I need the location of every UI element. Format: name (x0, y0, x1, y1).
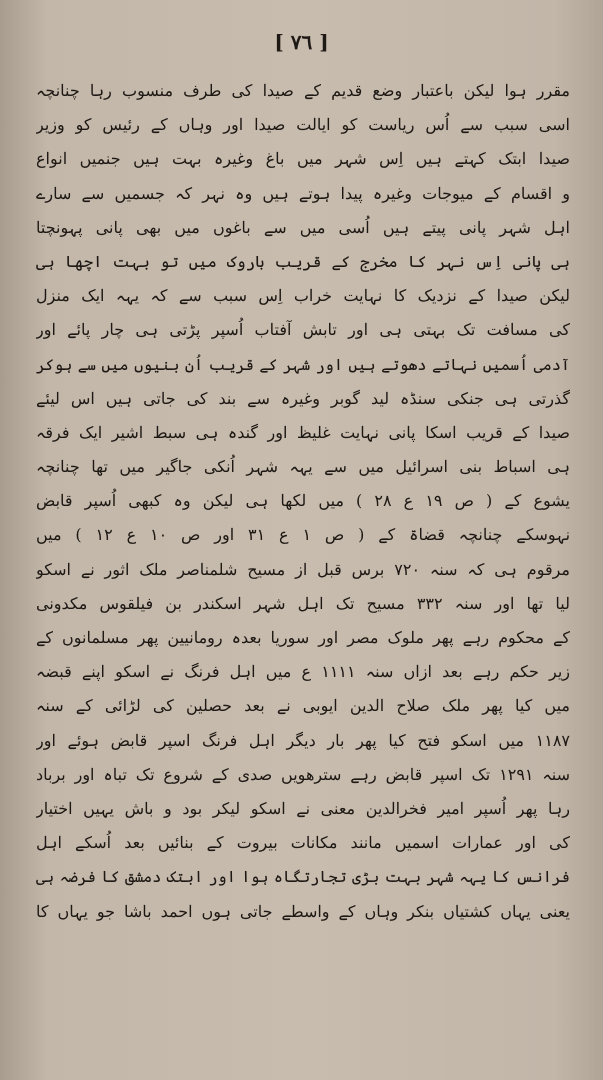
text-line: مرقوم ہی کہ سنہ ٧٢٠ برس قبل از مسیح شلمناصر ملک اثور نے اسکو (36, 559, 570, 579)
text-line: ١١٨٧ میں اسکو فتح کیا پھر بار دیگر اہل فرنگ اسپر قابض ہوئے اور (36, 730, 570, 750)
text-line: صیدا ابتک کہتے ہیں اِس شہر میں باغ وغیرہ بہت ہیں جنمیں انواع (36, 149, 570, 169)
text-line: لیا تھا اور سنہ ٣٣٢ مسیح تک اہل شہر اسکندر بن فیلقوس مکدونی (36, 593, 570, 613)
body-text (36, 74, 570, 929)
text-line: کی اور عمارات اسمیں مانند مکانات بیروت کے بنائیں بعد اُسکے اہل (36, 833, 570, 853)
text-line: گذرتی ہی جنکی سنڈہ لید گوبر وغیرہ سے بند کی جاتی ہیں اس لیئے (36, 388, 570, 408)
page-number: [ ٧٦ ] (274, 30, 329, 54)
text-line: و اقسام کے میوجات وغیرہ پیدا ہوتے ہیں وہ نہر کہ جسمیں سے سارے (36, 183, 570, 203)
text-line: زیر حکم رہے بعد ازاں سنہ ١١١١ ع میں اہل فرنگ نے اسکو اپنے قبضہ (36, 662, 570, 682)
text-line: نہوسکے چنانچہ قضاۃ کے ( ص ١ ع ٣١ اور ص ١٠ ع ١٢ ) میں (36, 525, 570, 545)
text-line: میں کیا پھر ملک صلاح الدین ایوبی نے بعد حصلین کی لڑائی کے سنہ (36, 696, 570, 716)
text-line: لیکن صیدا کے نزدیک کا نہایت خراب اِس سبب سے کہ یہہ ایک منزل (36, 286, 570, 306)
text-line: سنہ ١٢٩١ تک اسپر قابض رہے سترھویں صدی کے شروع تک تباہ اور برباد (36, 764, 570, 784)
text-line: مقرر ہوا لیکن باعتبار وضع قدیم کے صیدا کی طرف منسوب رہا چنانچہ (36, 81, 570, 100)
text-line: صیدا کے قریب اسکا پانی نہایت غلیظ اور گندہ ہی سبط اشیر ایک فرقہ (36, 422, 570, 442)
text-line: آدمی اُسمیں نہاتے دھوتے ہیں اور شہر کے قریب اُن بنیوں میں سے ہوکر (36, 355, 570, 374)
text-line: فرانس کا یہہ شہر بہت بڑی تجارتگاہ ہوا اور ابتک دمشق کا فرضہ ہی (36, 868, 570, 887)
text-line: ہی پانی اِس نہر کا مخرج کے قریب باروک میں تو بہت اچھا ہی (36, 251, 570, 271)
text-line: اسی سبب سے اُس ریاست کو ایالت صیدا اور وہاں کے رئیس کو وزیر (36, 115, 570, 135)
text-line: اہل شہر پانی پیتے ہیں اُسی میں سے باغوں میں بھی پانی پہونچتا (36, 217, 570, 237)
text-line: کے محکوم رہے پھر ملوک مصر اور سوریا بعدہ رومانیین پھر مسلمانوں کے (36, 628, 570, 647)
text-line: کی مسافت تک بہتی ہی اور تابش آفتاب اُسپر پڑتی ہی چار پائے اور (36, 320, 570, 340)
text-line: رہا پھر اُسپر امیر فخرالدین معنی نے اسکو لیکر بود و باش یہیں اختیار (36, 798, 570, 818)
text-line: یعنی یہاں کشتیاں بنکر وہاں کے واسطے جاتی ہوں احمد باشا جو یہاں کا (36, 901, 570, 921)
text-line: ہی اسباط بنی اسرائیل میں سے یہہ شہر اُنکی جاگیر میں تھا چنانچہ (36, 457, 570, 477)
text-line: یشوع کے ( ص ١٩ ع ٢٨ ) میں لکھا ہی لیکن وہ کبھی اُسپر قابض (36, 491, 570, 511)
